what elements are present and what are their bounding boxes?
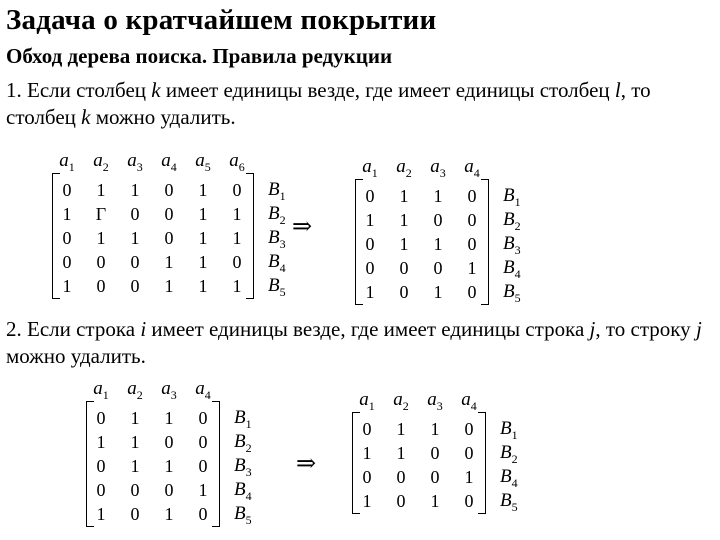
- row-label: $B_1$: [500, 417, 518, 442]
- rule-1-part: 1. Если столбец: [6, 78, 152, 102]
- row-label: $B_4$: [234, 478, 252, 503]
- column-header: $a_5$: [195, 150, 211, 174]
- row-label: $B_5$: [268, 274, 286, 299]
- column-header: $a_3$: [127, 150, 143, 174]
- row-label: $B_5$: [503, 280, 521, 305]
- matrix-cell: 1: [365, 209, 375, 230]
- matrix-cell: 0: [198, 431, 208, 452]
- matrix-cell: 1: [164, 455, 174, 476]
- matrix-cell: 1: [399, 185, 409, 206]
- matrix-row: [84, 406, 252, 431]
- matrix-cell: 0: [198, 455, 208, 476]
- matrix-row: [50, 202, 286, 227]
- matrix-left-bracket: [355, 179, 363, 305]
- matrix-row: [353, 256, 521, 281]
- matrix-row: [84, 502, 252, 527]
- matrix-cell: 1: [198, 227, 208, 248]
- row-label: $B_3$: [234, 454, 252, 479]
- matrix-row: [84, 454, 252, 479]
- matrix-cell: 0: [399, 257, 409, 278]
- rule-2-part: 2. Если строка: [6, 317, 141, 341]
- matrix-cell: 0: [467, 233, 477, 254]
- column-header: $a_6$: [229, 150, 245, 174]
- matrix-cell: 1: [232, 203, 242, 224]
- matrix-cell: 0: [130, 503, 140, 524]
- rule-1-part: , то столбец: [6, 78, 651, 129]
- matrix-row: [353, 184, 521, 209]
- column-header: $a_4$: [464, 156, 480, 180]
- matrix-cell: 1: [433, 281, 443, 302]
- matrix-row: [50, 274, 286, 299]
- rule-2-variable: j: [695, 317, 702, 341]
- matrix-cell: 1: [164, 503, 174, 524]
- matrix-cell: 1: [130, 431, 140, 452]
- rule-2-part: можно удалить.: [6, 344, 146, 368]
- matrix-cell: 0: [130, 275, 140, 296]
- matrix-cell: 0: [433, 257, 443, 278]
- matrix-cell: 0: [365, 233, 375, 254]
- column-header: $a_4$: [461, 389, 477, 413]
- matrix-row: [353, 232, 521, 257]
- matrix-cell: 0: [433, 209, 443, 230]
- column-header: $a_2$: [127, 378, 143, 402]
- matrix-cell: 1: [399, 209, 409, 230]
- matrix-cell: 1: [365, 281, 375, 302]
- matrix-cell: 1: [232, 275, 242, 296]
- row-label: $B_3$: [503, 232, 521, 257]
- column-header: $a_1$: [362, 156, 378, 180]
- row-label: $B_1$: [268, 178, 286, 203]
- matrix-cell: 0: [164, 431, 174, 452]
- matrix-cell: 1: [164, 275, 174, 296]
- matrix-cell: 1: [433, 233, 443, 254]
- matrix-row: [350, 417, 518, 442]
- matrix-row: [350, 489, 518, 514]
- matrix-cell: 1: [96, 431, 106, 452]
- row-label: $B_1$: [503, 184, 521, 209]
- matrix-cell: 0: [96, 275, 106, 296]
- matrix-cell: 1: [198, 203, 208, 224]
- matrix-cell: 0: [396, 490, 406, 511]
- matrix-cell: 1: [130, 407, 140, 428]
- column-header: $a_2$: [93, 150, 109, 174]
- matrix-cell: 0: [396, 466, 406, 487]
- matrix-cell: 1: [198, 275, 208, 296]
- matrix-cell: 0: [464, 418, 474, 439]
- matrix-cell: 0: [467, 185, 477, 206]
- rule-2-variable: i: [140, 317, 147, 341]
- matrix-left-bracket: [52, 173, 60, 299]
- matrix-cell: 1: [130, 455, 140, 476]
- column-header: $a_1$: [93, 378, 109, 402]
- matrix-cell: 0: [96, 251, 106, 272]
- matrix-column-headers: [50, 150, 254, 178]
- matrix-cell: Г: [95, 203, 107, 224]
- matrix-right-bracket: [246, 173, 254, 299]
- matrix-cell: 0: [62, 251, 72, 272]
- matrix-before-column-reduction: [50, 150, 286, 299]
- matrix-cell: 1: [62, 203, 72, 224]
- matrix-row: [353, 280, 521, 305]
- matrix-row: [350, 441, 518, 466]
- matrix-column-headers: [353, 156, 489, 184]
- matrix-cell: 0: [232, 251, 242, 272]
- matrix-left-bracket: [86, 401, 94, 527]
- matrix-cell: 1: [430, 418, 440, 439]
- matrix-cell: 1: [164, 407, 174, 428]
- matrix-cell: 1: [198, 179, 208, 200]
- row-label: $B_3$: [268, 226, 286, 251]
- rule-2-text: [6, 316, 712, 370]
- matrix-right-bracket: [212, 401, 220, 527]
- rule-1-text: [6, 77, 712, 131]
- column-header: $a_3$: [427, 389, 443, 413]
- matrix-left-bracket: [352, 412, 360, 514]
- rule-1-variable: l: [614, 78, 621, 102]
- row-label: $B_2$: [500, 441, 518, 466]
- matrix-before-row-reduction: [84, 378, 252, 527]
- matrix-cell: 0: [96, 455, 106, 476]
- row-label: $B_5$: [234, 502, 252, 527]
- column-header: $a_2$: [393, 389, 409, 413]
- matrix-after-row-reduction: [350, 389, 518, 514]
- rule-2-part: , то строку: [595, 317, 696, 341]
- column-header: $a_2$: [396, 156, 412, 180]
- slide-subtitle: Обход дерева поиска. Правила редукции: [6, 44, 393, 68]
- matrix-cell: 1: [198, 479, 208, 500]
- matrix-cell: 0: [232, 179, 242, 200]
- matrix-cell: 1: [130, 179, 140, 200]
- matrix-cell: 0: [430, 442, 440, 463]
- matrix-after-column-reduction: [353, 156, 521, 305]
- matrix-cell: 1: [396, 418, 406, 439]
- slide-title: Задача о кратчайшем покрытии: [6, 4, 437, 36]
- matrix-cell: 0: [467, 209, 477, 230]
- matrix-cell: 1: [164, 251, 174, 272]
- matrix-cell: 1: [396, 442, 406, 463]
- matrix-cell: 1: [467, 257, 477, 278]
- row-label: $B_1$: [234, 406, 252, 431]
- matrix-cell: 0: [130, 479, 140, 500]
- matrix-cell: 0: [62, 179, 72, 200]
- matrix-row: [50, 226, 286, 251]
- matrix-cell: 0: [164, 203, 174, 224]
- row-label: $B_4$: [268, 250, 286, 275]
- matrix-cell: 0: [365, 185, 375, 206]
- matrix-cell: 1: [232, 227, 242, 248]
- matrix-cell: 0: [198, 503, 208, 524]
- rule-2-part: имеет единицы везде, где имеет единицы строка: [146, 317, 590, 341]
- matrix-row: [50, 178, 286, 203]
- rule-1-part: можно удалить.: [90, 105, 236, 129]
- matrix-cell: 0: [130, 203, 140, 224]
- matrix-row: [84, 478, 252, 503]
- matrix-cell: 1: [198, 251, 208, 272]
- matrix-cell: 0: [464, 442, 474, 463]
- matrix-cell: 0: [62, 227, 72, 248]
- matrix-cell: 0: [362, 466, 372, 487]
- matrix-cell: 0: [164, 227, 174, 248]
- column-header: $a_4$: [161, 150, 177, 174]
- row-label: $B_4$: [503, 256, 521, 281]
- matrix-cell: 0: [198, 407, 208, 428]
- matrix-cell: 0: [464, 490, 474, 511]
- column-header: $a_4$: [195, 378, 211, 402]
- matrix-cell: 1: [362, 442, 372, 463]
- implies-arrow: ⇒: [292, 212, 313, 240]
- matrix-row: [50, 250, 286, 275]
- matrix-cell: 0: [164, 179, 174, 200]
- matrix-cell: 0: [467, 281, 477, 302]
- matrix-row: [353, 208, 521, 233]
- matrix-cell: 1: [62, 275, 72, 296]
- matrix-cell: 1: [430, 490, 440, 511]
- column-header: $a_3$: [161, 378, 177, 402]
- matrix-cell: 0: [130, 251, 140, 272]
- row-label: $B_2$: [503, 208, 521, 233]
- matrix-cell: 1: [96, 227, 106, 248]
- column-header: $a_1$: [59, 150, 75, 174]
- matrix-cell: 0: [430, 466, 440, 487]
- matrix-cell: 0: [365, 257, 375, 278]
- rule-1-variable: k: [81, 105, 91, 129]
- column-header: $a_3$: [430, 156, 446, 180]
- matrix-cell: 0: [399, 281, 409, 302]
- matrix-column-headers: [84, 378, 220, 406]
- matrix-row: [84, 430, 252, 455]
- rule-1-part: имеет единицы везде, где имеет единицы столбец: [160, 78, 615, 102]
- row-label: $B_5$: [500, 489, 518, 514]
- matrix-cell: 1: [399, 233, 409, 254]
- matrix-cell: 1: [96, 179, 106, 200]
- matrix-cell: 0: [96, 479, 106, 500]
- matrix-cell: 0: [164, 479, 174, 500]
- matrix-cell: 1: [130, 227, 140, 248]
- matrix-cell: 1: [96, 503, 106, 524]
- rule-1-variable: k: [151, 78, 161, 102]
- row-label: $B_2$: [234, 430, 252, 455]
- matrix-cell: 0: [362, 418, 372, 439]
- matrix-column-headers: [350, 389, 486, 417]
- rule-2-variable: j: [589, 317, 596, 341]
- matrix-right-bracket: [478, 412, 486, 514]
- row-label: $B_2$: [268, 202, 286, 227]
- row-label: $B_4$: [500, 465, 518, 490]
- matrix-cell: 1: [362, 490, 372, 511]
- matrix-row: [350, 465, 518, 490]
- column-header: $a_1$: [359, 389, 375, 413]
- implies-arrow: ⇒: [296, 449, 317, 477]
- matrix-cell: 0: [96, 407, 106, 428]
- matrix-cell: 1: [433, 185, 443, 206]
- matrix-right-bracket: [481, 179, 489, 305]
- matrix-cell: 1: [464, 466, 474, 487]
